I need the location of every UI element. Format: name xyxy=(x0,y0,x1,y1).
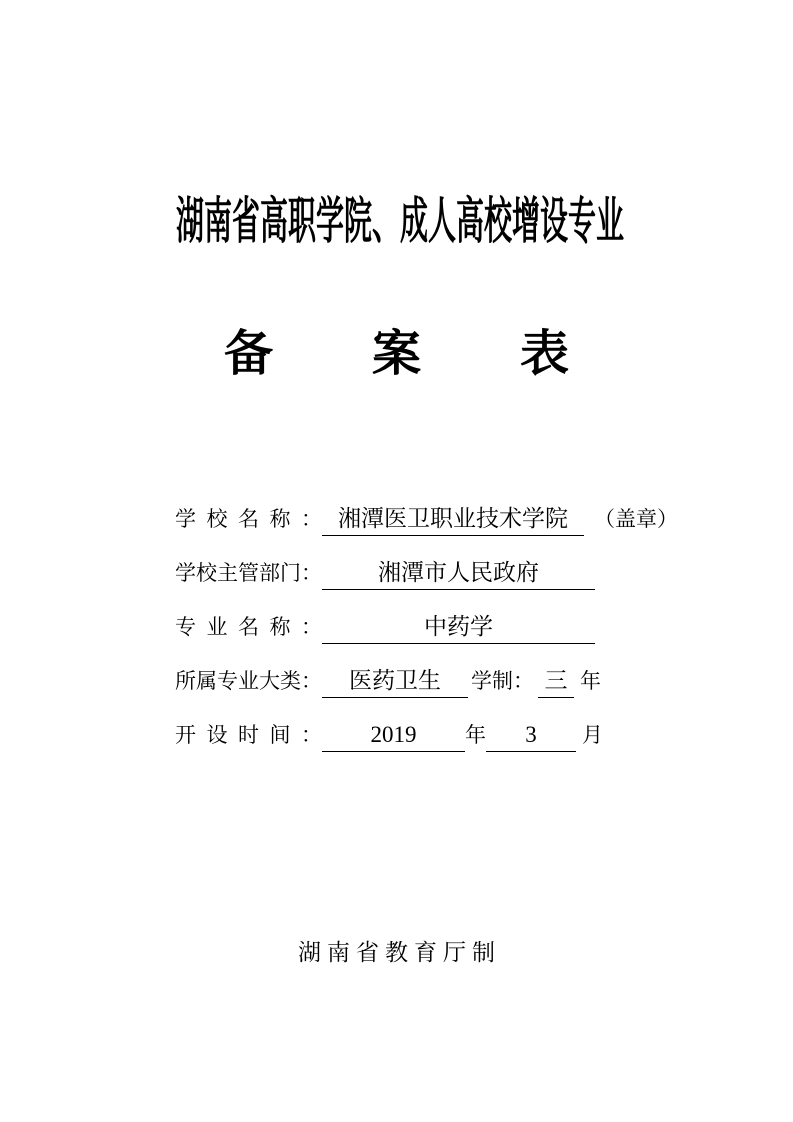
start-time-month-unit: 月 xyxy=(582,723,603,747)
form-row-start-time xyxy=(175,719,603,752)
major-category-label: 所属专业大类： xyxy=(175,669,322,693)
start-time-label: 开设时间： xyxy=(175,723,322,747)
document-title-line1-text: 湖南省高职学院、成人高校增设专业 xyxy=(176,193,624,249)
start-time-year-value: 2019 xyxy=(322,719,465,752)
document-title-line2: 备案表 xyxy=(223,327,668,381)
form-row-supervising-department xyxy=(175,557,595,590)
form-row-major-category xyxy=(175,665,601,698)
form-row-major-name xyxy=(175,611,595,644)
supervising-department-label: 学校主管部门： xyxy=(175,561,322,585)
school-name-label: 学校名称： xyxy=(175,507,322,531)
form-row-school-name xyxy=(175,503,678,536)
supervising-department-value: 湘潭市人民政府 xyxy=(322,557,595,590)
major-name-label: 专业名称： xyxy=(175,615,322,639)
start-time-year-unit: 年 xyxy=(465,723,486,747)
schooling-length-unit: 年 xyxy=(580,669,601,693)
start-time-month-value: 3 xyxy=(486,719,576,752)
document-title-line1 xyxy=(0,193,793,249)
major-category-value: 医药卫生 xyxy=(322,665,468,698)
school-name-value: 湘潭医卫职业技术学院 xyxy=(322,503,584,536)
issuer-line: 湖南省教育厅制 xyxy=(298,940,501,965)
schooling-length-value: 三 xyxy=(538,665,574,698)
schooling-length-label: 学制： xyxy=(471,669,534,693)
seal-note: （盖章） xyxy=(594,507,678,531)
major-name-value: 中药学 xyxy=(322,611,595,644)
